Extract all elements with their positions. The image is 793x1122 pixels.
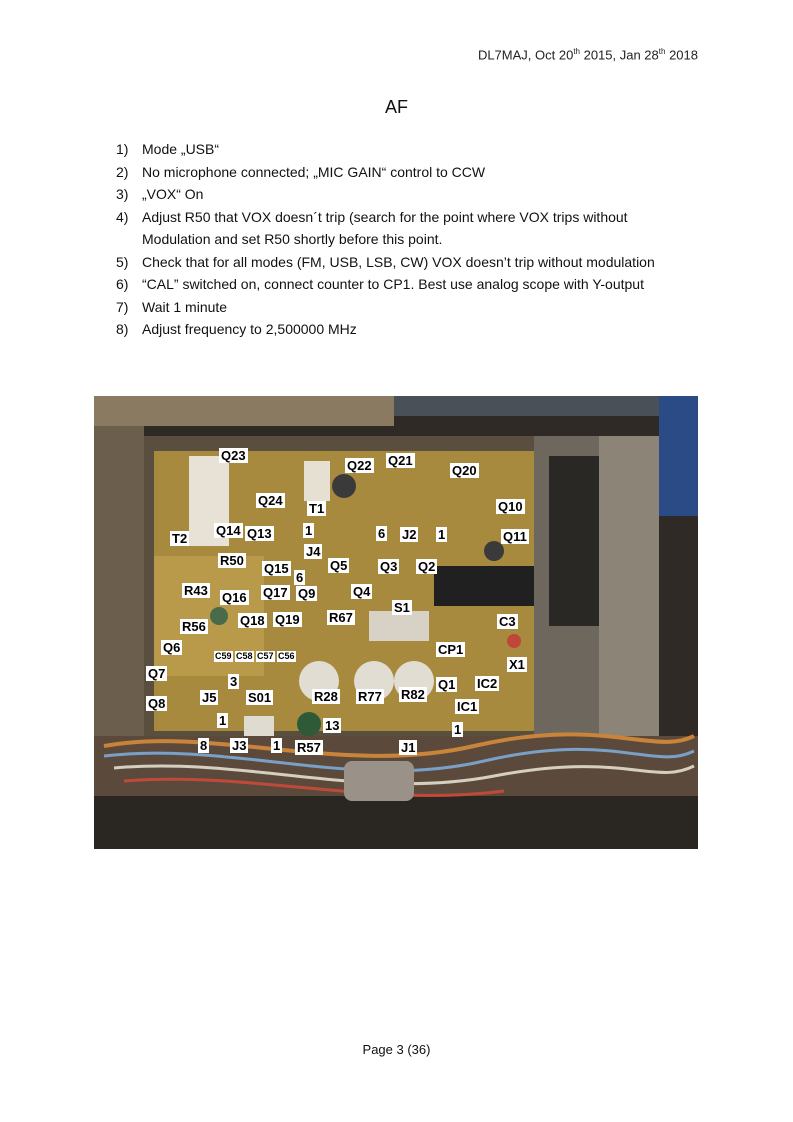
label-c3: C3 bbox=[499, 614, 516, 629]
label-r82: R82 bbox=[401, 687, 425, 702]
label-r50: R50 bbox=[220, 553, 244, 568]
label-r56: R56 bbox=[182, 619, 206, 634]
label-c59: C59 bbox=[215, 651, 232, 661]
label-q10: Q10 bbox=[498, 499, 523, 514]
procedure-list bbox=[116, 138, 686, 341]
label-pin1-ic1: 1 bbox=[454, 722, 462, 737]
label-s01: S01 bbox=[248, 690, 272, 705]
list-item: 7) Wait 1 minute bbox=[116, 298, 228, 315]
label-r67: R67 bbox=[329, 610, 353, 625]
label-q3: Q3 bbox=[380, 559, 398, 574]
label-c56: C56 bbox=[278, 651, 295, 661]
list-item: 4) Adjust R50 that VOX doesn´t trip (search for the point where VOX trips without Modulation and set R50 shortly before this point. bbox=[116, 208, 628, 247]
label-pin6-j2: 6 bbox=[378, 526, 386, 541]
label-q23: Q23 bbox=[221, 448, 246, 463]
label-j5: J5 bbox=[202, 690, 217, 705]
label-q2: Q2 bbox=[418, 559, 436, 574]
label-r43: R43 bbox=[184, 583, 208, 598]
label-q11: Q11 bbox=[503, 529, 527, 544]
label-j1: J1 bbox=[401, 740, 416, 755]
label-q9: Q9 bbox=[298, 586, 316, 601]
label-pin1-j2: 1 bbox=[438, 527, 446, 542]
label-c58: C58 bbox=[236, 651, 253, 661]
label-q4: Q4 bbox=[353, 584, 371, 599]
label-q1: Q1 bbox=[438, 677, 456, 692]
label-q5: Q5 bbox=[330, 558, 348, 573]
label-t2: T2 bbox=[172, 531, 188, 546]
label-r77: R77 bbox=[358, 689, 382, 704]
label-q8: Q8 bbox=[148, 696, 166, 711]
label-pin1-j3: 1 bbox=[273, 738, 281, 753]
label-x1: X1 bbox=[509, 657, 525, 672]
list-item: 1) Mode „USB“ bbox=[116, 141, 220, 157]
label-t1: T1 bbox=[309, 501, 325, 516]
label-pin3: 3 bbox=[230, 674, 238, 689]
label-q18: Q18 bbox=[240, 613, 265, 628]
label-j3: J3 bbox=[232, 738, 247, 753]
label-j2: J2 bbox=[402, 527, 417, 542]
label-s1: S1 bbox=[394, 600, 410, 615]
label-q14: Q14 bbox=[216, 523, 241, 538]
list-item: 5) Check that for all modes (FM, USB, LSB, CW) VOX doesn’t trip without modulation bbox=[116, 253, 655, 270]
label-pin13: 13 bbox=[325, 718, 340, 733]
label-pin1-j5: 1 bbox=[219, 713, 227, 728]
circuit-board-photo bbox=[94, 396, 698, 849]
label-q16: Q16 bbox=[222, 590, 247, 605]
section-title: AF bbox=[384, 97, 408, 117]
label-q6: Q6 bbox=[163, 640, 181, 655]
label-cp1: CP1 bbox=[438, 642, 464, 657]
label-ic1: IC1 bbox=[457, 699, 478, 714]
label-q24: Q24 bbox=[258, 493, 283, 508]
list-item: 6) “CAL” switched on, connect counter to CP1. Best use analog scope with Y-output bbox=[116, 276, 644, 292]
label-pin8: 8 bbox=[200, 738, 208, 753]
label-ic2: IC2 bbox=[477, 676, 498, 691]
document-header: DL7MAJ, Oct 20th 2015, Jan 28th 2018 bbox=[477, 47, 698, 63]
label-j4: J4 bbox=[306, 544, 321, 559]
label-r28: R28 bbox=[314, 689, 338, 704]
label-q17: Q17 bbox=[263, 585, 288, 600]
list-item: 8) Adjust frequency to 2,500000 MHz bbox=[116, 321, 357, 337]
label-q7: Q7 bbox=[148, 666, 166, 681]
label-q22: Q22 bbox=[347, 458, 372, 473]
label-q21: Q21 bbox=[388, 453, 413, 468]
label-c57: C57 bbox=[257, 651, 274, 661]
label-pin6-j4: 6 bbox=[296, 570, 304, 585]
label-q20: Q20 bbox=[452, 463, 477, 478]
list-item: 2) No microphone connected; „MIC GAIN“ control to CCW bbox=[116, 163, 486, 180]
label-r57: R57 bbox=[297, 740, 321, 755]
label-q13: Q13 bbox=[247, 526, 272, 541]
label-q15: Q15 bbox=[264, 561, 289, 576]
list-item: 3) „VOX“ On bbox=[116, 186, 204, 202]
page-number: Page 3 (36) bbox=[362, 1042, 431, 1057]
label-pin1-j4: 1 bbox=[305, 523, 313, 538]
label-q19: Q19 bbox=[275, 612, 300, 627]
